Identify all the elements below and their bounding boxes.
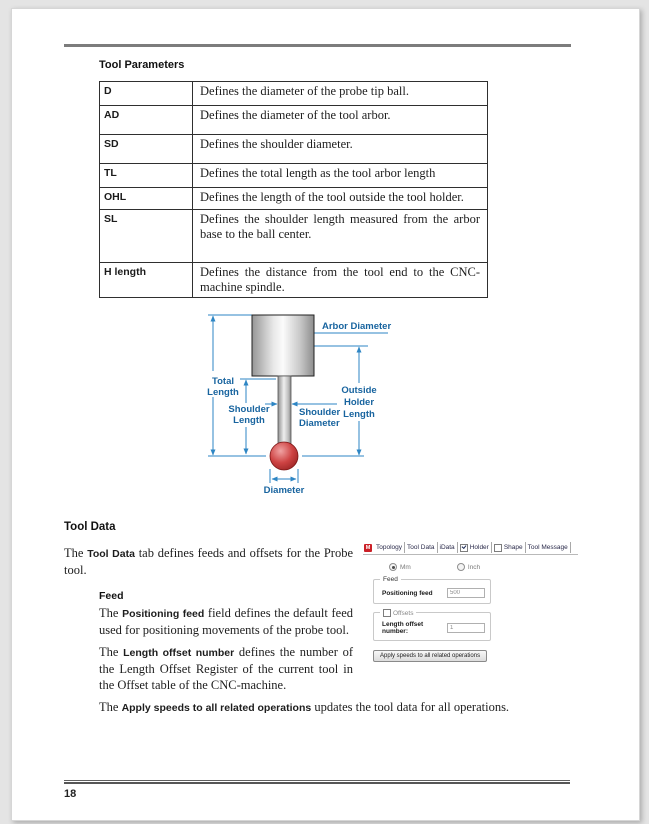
param-name-cell: SD bbox=[100, 135, 193, 164]
tab-shape[interactable] bbox=[492, 542, 526, 553]
arbor-diameter-label: Arbor Diameter bbox=[322, 321, 392, 332]
diameter-label: Diameter bbox=[263, 485, 305, 496]
tool-parameters-table bbox=[99, 81, 488, 298]
header-rule bbox=[64, 44, 571, 47]
page-number: 18 bbox=[64, 788, 77, 800]
tool-data-heading: Tool Data bbox=[64, 521, 116, 533]
shoulder-diameter-label-2: Diameter bbox=[299, 418, 340, 429]
text-run: updates the tool data for all operations. bbox=[311, 700, 510, 714]
probe-tip-ball bbox=[270, 442, 298, 470]
param-definition-cell: Defines the shoulder length measured from the arbor base to the ball center. bbox=[193, 210, 488, 263]
tab-holder[interactable] bbox=[458, 542, 492, 553]
param-definition-cell: Defines the total length as the tool arbor length bbox=[193, 164, 488, 188]
positioning-feed-input[interactable] bbox=[447, 588, 485, 598]
apply-speeds-paragraph bbox=[99, 699, 578, 716]
tool-data-section bbox=[64, 539, 578, 716]
tab-shape-label: Shape bbox=[503, 544, 523, 551]
length-offset-label: Length offset number: bbox=[382, 621, 424, 635]
text-run: field defines the default feed used for positioning movements of the probe tool. bbox=[99, 606, 353, 637]
text-run: The bbox=[99, 645, 124, 659]
outside-holder-length-label-2: Holder bbox=[343, 397, 375, 408]
unit-inch-radio[interactable] bbox=[457, 563, 480, 571]
param-definition-cell: Defines the distance from the tool end to the CNC-machine spindle. bbox=[193, 263, 488, 298]
text-run: defines the number of the Length Offset Register of the current tool in the Offset table of the CNC-machine. bbox=[99, 645, 353, 692]
document-page bbox=[11, 8, 640, 821]
tool-data-dialog-screenshot bbox=[363, 541, 578, 673]
table-row bbox=[100, 135, 488, 164]
radio-unselected-icon bbox=[457, 563, 465, 571]
shoulder-shaft bbox=[278, 376, 291, 448]
shoulder-diameter-label: Shoulder bbox=[299, 407, 341, 418]
unit-inch-label: Inch bbox=[467, 563, 481, 571]
text-run: tab defines feeds and offsets for the Probe tool. bbox=[64, 546, 353, 577]
offsets-group bbox=[373, 609, 491, 641]
param-name-cell: OHL bbox=[100, 188, 193, 210]
param-definition-cell: Defines the shoulder diameter. bbox=[193, 135, 488, 164]
shoulder-length-label: Shoulder bbox=[228, 404, 270, 415]
text-run: The bbox=[64, 546, 88, 560]
table-row bbox=[100, 82, 488, 106]
feed-group-legend: Feed bbox=[380, 576, 401, 583]
param-name-cell: AD bbox=[100, 106, 193, 135]
param-definition-cell: Defines the diameter of the tool arbor. bbox=[193, 106, 488, 135]
arbor-body bbox=[252, 315, 314, 376]
radio-selected-icon bbox=[389, 563, 397, 571]
tab-tool-data[interactable]: Tool Data bbox=[405, 542, 437, 553]
holder-checkbox[interactable] bbox=[460, 544, 468, 552]
tool-data-term: Tool Data bbox=[87, 548, 135, 560]
table-row bbox=[100, 210, 488, 263]
dialog-tab-bar bbox=[363, 541, 578, 555]
table-row bbox=[100, 188, 488, 210]
param-name-cell: H length bbox=[100, 263, 193, 298]
tab-topology[interactable]: Topology bbox=[374, 542, 405, 553]
total-length-label: Total bbox=[212, 376, 234, 387]
probe-tool-diagram bbox=[202, 309, 452, 499]
positioning-feed-term: Positioning feed bbox=[122, 608, 205, 620]
text-run: The bbox=[99, 606, 123, 620]
units-radio-group bbox=[389, 563, 578, 571]
offsets-checkbox[interactable] bbox=[383, 609, 391, 617]
text-run: The bbox=[99, 700, 122, 714]
outside-holder-length-label: Outside bbox=[341, 385, 377, 396]
offsets-legend-label: Offsets bbox=[393, 609, 414, 617]
unit-mm-radio[interactable] bbox=[389, 563, 411, 571]
tab-idata[interactable]: iData bbox=[438, 542, 458, 553]
footer-rule bbox=[64, 780, 570, 784]
tool-parameters-heading: Tool Parameters bbox=[99, 59, 185, 71]
feed-heading: Feed bbox=[99, 590, 124, 602]
table-row bbox=[100, 106, 488, 135]
param-definition-cell: Defines the length of the tool outside the tool holder. bbox=[193, 188, 488, 210]
param-name-cell: TL bbox=[100, 164, 193, 188]
length-offset-input[interactable] bbox=[447, 623, 485, 633]
table-row bbox=[100, 263, 488, 298]
offsets-group-legend bbox=[380, 609, 416, 617]
apply-speeds-button[interactable]: Apply speeds to all related operations bbox=[373, 650, 487, 662]
length-offset-term: Length offset number bbox=[123, 647, 235, 659]
positioning-feed-label: Positioning feed bbox=[382, 589, 433, 597]
apply-speeds-term: Apply speeds to all related operations bbox=[121, 702, 312, 714]
param-name-cell: SL bbox=[100, 210, 193, 263]
tab-tool-message[interactable]: Tool Message bbox=[526, 542, 571, 553]
unit-mm-label: Mm bbox=[400, 563, 411, 571]
total-length-label-2: Length bbox=[207, 387, 239, 398]
param-definition-cell: Defines the diameter of the probe tip ball. bbox=[193, 82, 488, 106]
param-name-cell: D bbox=[100, 82, 193, 106]
table-row bbox=[100, 164, 488, 188]
tab-holder-label: Holder bbox=[469, 544, 489, 551]
shoulder-length-label-2: Length bbox=[233, 415, 265, 426]
outside-holder-length-label-3: Length bbox=[343, 409, 375, 420]
app-logo-icon: M bbox=[365, 544, 371, 551]
feed-group bbox=[373, 576, 491, 604]
shape-checkbox[interactable] bbox=[494, 544, 502, 552]
